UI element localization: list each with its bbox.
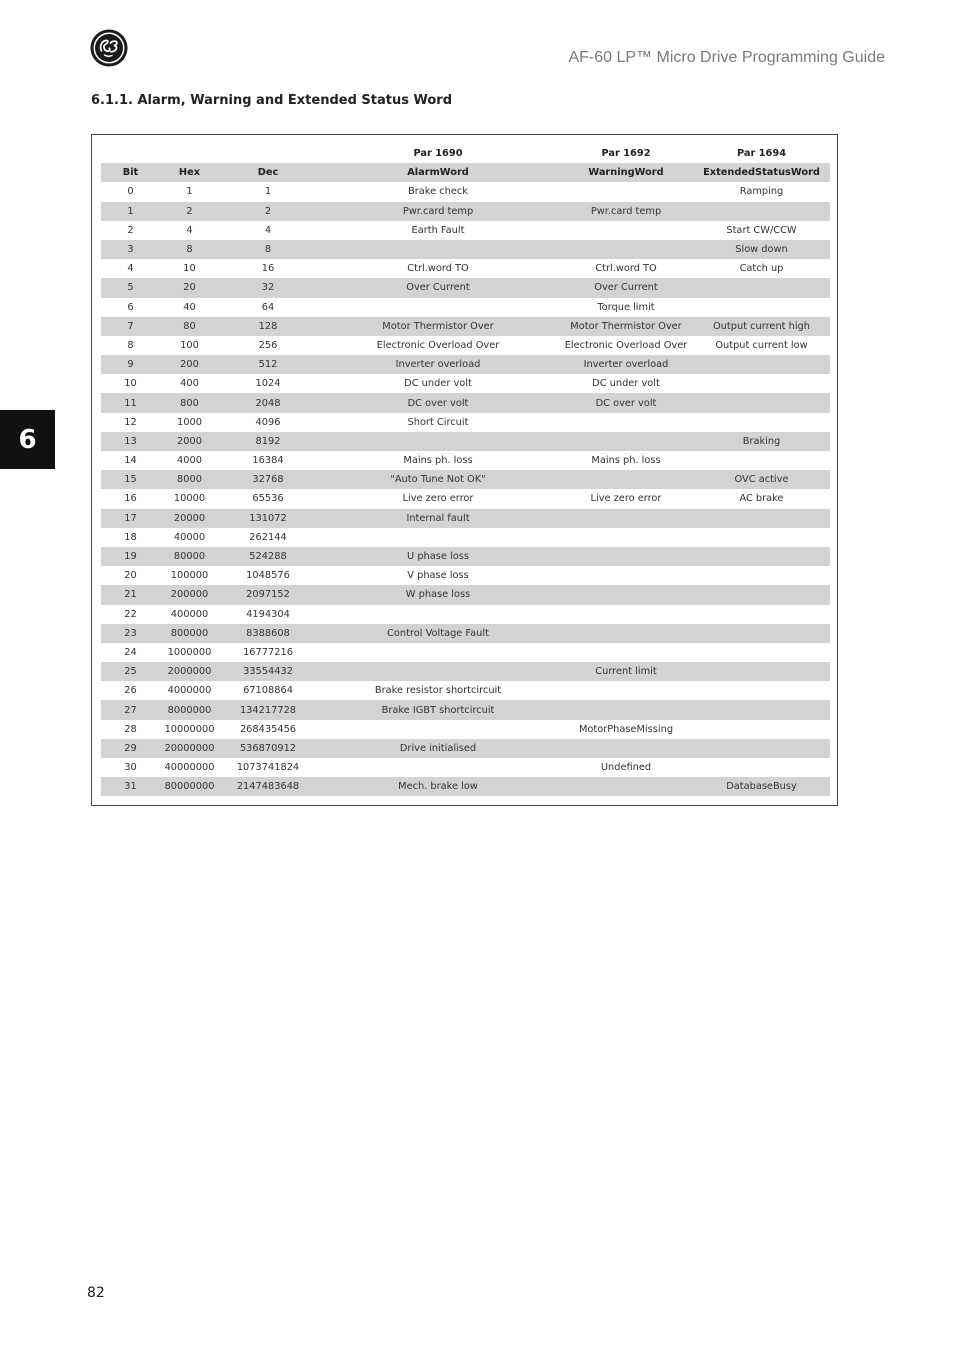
table-cell (317, 758, 559, 777)
table-cell: 4 (264, 224, 272, 236)
table-cell: 15 (101, 470, 160, 489)
table-cell: 4194304 (246, 608, 290, 620)
table-row (101, 585, 830, 604)
table-cell (693, 605, 830, 624)
table-row (101, 240, 830, 259)
column-header: AlarmWord (317, 163, 559, 182)
table-cell: 8192 (219, 432, 317, 451)
par-header-cell (160, 144, 219, 163)
table-cell: 40 (183, 301, 196, 313)
table-row (101, 413, 830, 432)
par-header-cell (101, 144, 160, 163)
table-cell: 4000000 (167, 685, 212, 697)
table-cell: Output current high (693, 317, 830, 336)
table-cell: Motor Thermistor Over (317, 317, 559, 336)
column-header: Bit (101, 163, 160, 182)
table-cell (693, 528, 830, 547)
table-cell: 16 (124, 493, 137, 505)
table-cell (559, 585, 693, 604)
table-cell: 2 (160, 202, 219, 221)
table-cell: Over Current (559, 278, 693, 297)
table-cell: 25 (101, 662, 160, 681)
table-cell: 40000 (173, 531, 206, 543)
table-cell: 3 (101, 240, 160, 259)
table-cell: W phase loss (317, 585, 559, 604)
table-cell: Braking (693, 432, 830, 451)
table-cell: 524288 (219, 547, 317, 566)
table-cell (693, 202, 830, 221)
table-cell: 8 (219, 240, 317, 259)
table-cell: DC over volt (317, 393, 559, 412)
table-cell: 2 (127, 224, 134, 236)
table-cell: 200 (160, 355, 219, 374)
table-cell: 256 (258, 339, 278, 351)
table-cell (693, 585, 830, 604)
table-cell (693, 278, 830, 297)
table-cell: 29 (101, 739, 160, 758)
table-cell: Undefined (600, 762, 652, 774)
table-row (101, 221, 830, 240)
table-cell: Catch up (739, 263, 784, 275)
table-row (101, 202, 830, 221)
table-row (101, 470, 830, 489)
table-cell (693, 413, 830, 432)
table-cell: 400 (180, 378, 199, 390)
table-cell: 18 (124, 531, 137, 543)
table-row (101, 681, 830, 700)
table-row (101, 777, 830, 796)
table-cell: 400000 (170, 608, 209, 620)
table-row (101, 182, 830, 201)
table-cell: Ctrl.word TO (595, 263, 657, 275)
table-row (101, 624, 830, 643)
table-cell (693, 298, 830, 317)
table-row (101, 566, 830, 585)
table-cell (559, 432, 693, 451)
table-cell: DC under volt (592, 378, 660, 390)
table-cell (693, 355, 830, 374)
table-cell (559, 509, 693, 528)
table-cell: 32768 (219, 470, 317, 489)
table-cell: 28 (124, 723, 137, 735)
table-cell: 32 (219, 278, 317, 297)
table-cell: 800000 (160, 624, 219, 643)
table-cell (693, 509, 830, 528)
table-row (101, 432, 830, 451)
table-cell: 128 (219, 317, 317, 336)
table-cell (317, 605, 559, 624)
table-cell: MotorPhaseMissing (578, 723, 674, 735)
table-cell: 10000000 (164, 723, 215, 735)
table-cell (559, 566, 693, 585)
table-cell: DatabaseBusy (693, 777, 830, 796)
column-header-row (101, 163, 830, 182)
table-cell: Electronic Overload Over (564, 339, 688, 351)
table-cell: Motor Thermistor Over (559, 317, 693, 336)
table-cell: 1000 (177, 416, 202, 428)
par-header-cell (219, 144, 317, 163)
table-cell: 12 (124, 416, 137, 428)
table-cell (559, 221, 693, 240)
table-cell: Mech. brake low (317, 777, 559, 796)
table-cell: 100000 (170, 570, 209, 582)
table-cell: 80 (160, 317, 219, 336)
table-cell (317, 643, 559, 662)
table-body (101, 182, 830, 796)
table-cell (559, 528, 693, 547)
table-row (101, 509, 830, 528)
table-cell: 14 (124, 455, 137, 467)
table-cell: Pwr.card temp (317, 202, 559, 221)
table-cell: 40000000 (164, 762, 215, 774)
table-cell: 16 (261, 263, 275, 275)
table-cell (559, 777, 693, 796)
table-cell: 16384 (252, 455, 284, 467)
table-cell: 134217728 (219, 700, 317, 719)
table-cell: 80000000 (160, 777, 219, 796)
table-cell (317, 240, 559, 259)
table-cell: 1000000 (167, 646, 212, 658)
table-cell: 27 (101, 700, 160, 719)
table-cell (693, 451, 830, 470)
table-cell (559, 643, 693, 662)
table-cell: Brake IGBT shortcircuit (317, 700, 559, 719)
ge-logo (90, 29, 128, 67)
table-cell: 16777216 (243, 646, 293, 658)
table-cell: 19 (101, 547, 160, 566)
table-cell (317, 298, 559, 317)
table-cell: 20 (124, 570, 137, 582)
table-cell: Internal fault (317, 509, 559, 528)
table-cell: DC over volt (559, 393, 693, 412)
table-cell: 20 (160, 278, 219, 297)
table-cell: 512 (219, 355, 317, 374)
column-header: Dec (219, 163, 317, 182)
table-cell (693, 566, 830, 585)
table-row (101, 547, 830, 566)
table-cell: 1 (264, 186, 272, 198)
table-cell: 1 (186, 186, 193, 198)
table-cell (559, 624, 693, 643)
table-cell: 6 (127, 301, 134, 313)
page-number: 82 (87, 1285, 105, 1301)
column-header: WarningWord (559, 163, 693, 182)
table-cell: 10000 (173, 493, 206, 505)
table-cell (693, 662, 830, 681)
table-cell (317, 662, 559, 681)
table-cell: Output current low (715, 339, 808, 351)
table-cell: 2 (219, 202, 317, 221)
table-cell (693, 643, 830, 662)
par-header-cell: Par 1690 (413, 148, 463, 160)
table-cell (559, 739, 693, 758)
table-cell: 24 (124, 646, 137, 658)
table-cell (559, 240, 693, 259)
table-cell: AC brake (739, 493, 784, 505)
table-cell (693, 547, 830, 566)
table-cell: V phase loss (407, 570, 469, 582)
table-cell (693, 624, 830, 643)
table-cell: U phase loss (317, 547, 559, 566)
table-cell: 31 (101, 777, 160, 796)
table-cell (559, 681, 693, 700)
table-cell: Ramping (739, 186, 784, 198)
table-row (101, 374, 830, 393)
table-cell: 10 (124, 378, 137, 390)
table-row (101, 605, 830, 624)
table-cell (317, 528, 559, 547)
table-cell: 4096 (255, 416, 281, 428)
table-cell: 536870912 (219, 739, 317, 758)
table-cell: 2147483648 (219, 777, 317, 796)
table-cell: 20000 (160, 509, 219, 528)
table-cell: DC under volt (404, 378, 472, 390)
table-cell: 100 (180, 339, 199, 351)
table-cell (693, 700, 830, 719)
table-cell (559, 547, 693, 566)
table-cell: 8 (127, 339, 134, 351)
table-cell: 2048 (219, 393, 317, 412)
table-cell: 4 (127, 263, 134, 275)
table-row (101, 739, 830, 758)
table-cell: Electronic Overload Over (376, 339, 500, 351)
table-cell: 80000 (160, 547, 219, 566)
document-title: AF-60 LP™ Micro Drive Programming Guide (568, 49, 885, 66)
table-cell (693, 681, 830, 700)
table-cell: 22 (124, 608, 137, 620)
table-cell: Pwr.card temp (559, 202, 693, 221)
table-cell (693, 374, 830, 393)
table-cell: Slow down (693, 240, 830, 259)
table-row (101, 259, 830, 278)
table-cell: Control Voltage Fault (317, 624, 559, 643)
table-cell: 7 (101, 317, 160, 336)
table-row (101, 662, 830, 681)
table-cell: 23 (101, 624, 160, 643)
table-cell: 800 (160, 393, 219, 412)
table-cell (559, 413, 693, 432)
table-cell: 268435456 (239, 723, 297, 735)
table-cell: 2097152 (219, 585, 317, 604)
column-header: Hex (160, 163, 219, 182)
table-row (101, 336, 830, 355)
table-cell: 9 (101, 355, 160, 374)
table-cell (559, 182, 693, 201)
table-row (101, 643, 830, 662)
table-row (101, 451, 830, 470)
table-cell (317, 432, 559, 451)
table-cell: Current limit (559, 662, 693, 681)
table-cell (693, 758, 830, 777)
table-cell: Inverter overload (317, 355, 559, 374)
table-cell: 4000 (177, 455, 202, 467)
table-cell: 13 (101, 432, 160, 451)
table-row (101, 298, 830, 317)
table-cell: Inverter overload (559, 355, 693, 374)
table-cell: 1073741824 (236, 762, 300, 774)
table-row (101, 393, 830, 412)
table-row (101, 278, 830, 297)
table-cell (559, 700, 693, 719)
table-cell: 17 (101, 509, 160, 528)
table-cell: Live zero error (590, 493, 662, 505)
table-cell: Short Circuit (407, 416, 469, 428)
table-cell: 4 (186, 224, 193, 236)
table-cell: 26 (124, 685, 137, 697)
table-cell: Drive initialised (317, 739, 559, 758)
table-cell: 131072 (219, 509, 317, 528)
table-cell (559, 470, 693, 489)
table-row (101, 758, 830, 777)
table-cell: Brake check (408, 186, 468, 198)
chapter-tab: 6 (0, 410, 55, 469)
table-cell: "Auto Tune Not OK" (317, 470, 559, 489)
table-cell: 20000000 (160, 739, 219, 758)
table-cell: Start CW/CCW (726, 224, 797, 236)
section-heading: 6.1.1. Alarm, Warning and Extended Status Word (91, 93, 453, 108)
table-row (101, 720, 830, 739)
status-word-table (101, 144, 830, 796)
table-cell: Live zero error (402, 493, 474, 505)
table-cell: Mains ph. loss (591, 455, 661, 467)
table-cell (559, 605, 693, 624)
table-cell: 8388608 (219, 624, 317, 643)
table-cell: Brake resistor shortcircuit (374, 685, 502, 697)
par-header-cell: Par 1692 (601, 148, 651, 160)
table-cell: 2000000 (160, 662, 219, 681)
table-cell: 5 (101, 278, 160, 297)
table-cell (693, 739, 830, 758)
table-cell: 64 (261, 301, 275, 313)
table-row (101, 700, 830, 719)
table-cell: 1 (101, 202, 160, 221)
table-cell: 8000000 (160, 700, 219, 719)
table-cell: 67108864 (243, 685, 293, 697)
table-cell: 1024 (255, 378, 281, 390)
table-cell: 262144 (249, 531, 287, 543)
table-cell: 21 (101, 585, 160, 604)
table-cell: 200000 (160, 585, 219, 604)
status-word-table-frame (91, 134, 838, 806)
table-cell: 33554432 (219, 662, 317, 681)
table-cell: OVC active (693, 470, 830, 489)
table-cell (317, 720, 559, 739)
table-cell: Earth Fault (411, 224, 465, 236)
table-cell: 10 (183, 263, 196, 275)
table-cell: Over Current (317, 278, 559, 297)
table-row (101, 355, 830, 374)
table-cell: 8000 (160, 470, 219, 489)
table-row (101, 489, 830, 508)
table-row (101, 317, 830, 336)
table-cell: Ctrl.word TO (407, 263, 469, 275)
table-cell: 0 (127, 186, 134, 198)
table-row (101, 528, 830, 547)
table-cell: 65536 (252, 493, 284, 505)
table-cell: Torque limit (597, 301, 655, 313)
table-cell: 30 (124, 762, 137, 774)
column-header: ExtendedStatusWord (693, 163, 830, 182)
table-cell: 2000 (160, 432, 219, 451)
table-cell: Mains ph. loss (403, 455, 473, 467)
table-cell: 8 (160, 240, 219, 259)
ge-monogram-icon (90, 29, 128, 67)
table-cell (693, 720, 830, 739)
table-cell: 1048576 (246, 570, 290, 582)
par-header-cell: Par 1694 (736, 148, 787, 160)
parameter-header-row (101, 144, 830, 163)
table-cell (693, 393, 830, 412)
table-cell: 11 (101, 393, 160, 412)
